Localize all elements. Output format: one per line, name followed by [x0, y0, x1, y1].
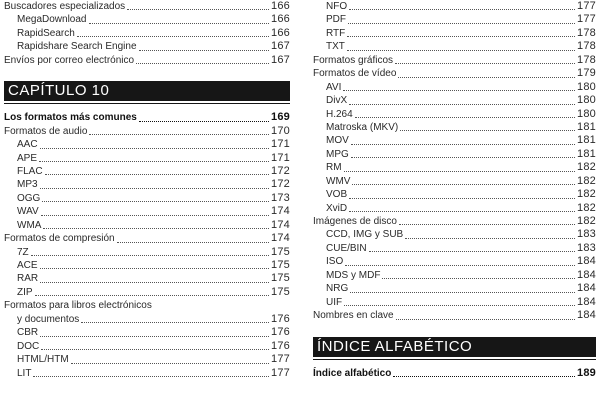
toc-entry-label: WMV — [326, 175, 351, 187]
toc-entry — [4, 125, 290, 138]
dot-leader — [344, 171, 575, 172]
toc-entry — [313, 67, 596, 80]
toc-entry-label: AAC — [17, 139, 38, 151]
toc-entry — [313, 269, 596, 282]
toc-entry-page: 173 — [271, 191, 290, 204]
toc-entry-page: 175 — [271, 259, 290, 271]
chapter-10-heading: CAPÍTULO 10 — [4, 81, 290, 101]
toc-entry-label: XviD — [326, 202, 348, 214]
toc-entry-label: 7Z — [17, 246, 29, 258]
toc-entry — [4, 192, 290, 205]
toc-entry — [4, 0, 290, 13]
dot-leader — [81, 322, 269, 323]
toc-entry-label: Matroska (MKV) — [326, 121, 399, 133]
dot-leader — [400, 130, 575, 131]
dot-leader — [42, 201, 269, 202]
toc-entry-page: 177 — [271, 353, 290, 366]
dot-leader — [347, 36, 575, 37]
dot-leader — [348, 23, 575, 24]
toc-entry-label: Formatos para libros electrónicos — [4, 300, 152, 312]
toc-entry — [313, 121, 596, 134]
toc-entry-label: MOV — [326, 135, 349, 147]
dot-leader — [345, 265, 575, 266]
toc-entry — [313, 242, 596, 255]
toc-entry-page: 174 — [271, 232, 290, 245]
indice-alfabetico-heading: ÍNDICE ALFABÉTICO — [313, 337, 596, 357]
toc-entry-label: RM — [326, 162, 342, 174]
toc-entry — [313, 296, 596, 309]
dot-leader — [405, 238, 575, 239]
toc-entry — [4, 232, 290, 245]
dot-leader — [41, 349, 269, 350]
toc-entry-page: 189 — [577, 366, 596, 379]
toc-entry-page: 184 — [577, 255, 596, 268]
toc-entry-page: 181 — [577, 120, 596, 133]
toc-entry-label: RapidSearch — [17, 27, 75, 39]
toc-entry-label: FLAC — [17, 165, 43, 177]
toc-entry-label: WMA — [17, 219, 42, 231]
dot-leader — [33, 376, 269, 377]
toc-entry-label: Formatos de audio — [4, 125, 88, 137]
toc-entry — [313, 134, 596, 147]
dot-leader — [349, 9, 575, 10]
toc-entry — [4, 13, 290, 26]
right-entries-bottom — [313, 367, 596, 380]
left-entries-bottom — [4, 111, 290, 380]
toc-entry — [4, 54, 290, 67]
toc-entry — [313, 108, 596, 121]
toc-entry-page: 179 — [577, 67, 596, 80]
dot-leader — [352, 184, 575, 185]
toc-entry — [4, 326, 290, 339]
toc-entry — [313, 282, 596, 295]
toc-entry-label: UIF — [326, 296, 343, 308]
toc-entry-page: 171 — [271, 138, 290, 151]
toc-entry — [313, 54, 596, 67]
toc-entry-page: 170 — [271, 124, 290, 137]
toc-entry-page: 175 — [271, 272, 290, 285]
toc-entry — [4, 219, 290, 232]
dot-leader — [127, 9, 269, 10]
dot-leader — [35, 295, 269, 296]
toc-entry-page: 174 — [271, 205, 290, 218]
toc-entry — [313, 27, 596, 40]
dot-leader — [77, 36, 269, 37]
dot-leader — [369, 251, 575, 252]
toc-entry-label: VOB — [326, 189, 348, 201]
toc-entry-label: Formatos gráficos — [313, 54, 394, 66]
toc-entry-label: Formatos de compresión — [4, 233, 115, 245]
toc-entry — [313, 94, 596, 107]
dot-leader — [399, 224, 575, 225]
toc-entry-label: CUE/BIN — [326, 242, 367, 254]
toc-entry — [313, 13, 596, 26]
toc-entry — [313, 215, 596, 228]
dot-leader — [40, 188, 269, 189]
toc-entry — [4, 259, 290, 272]
toc-entry-page: 166 — [271, 26, 290, 39]
toc-entry-page: 184 — [577, 282, 596, 295]
toc-entry — [313, 161, 596, 174]
toc-entry-page: 178 — [577, 53, 596, 66]
toc-entry-label: TXT — [326, 41, 345, 53]
toc-entry-page: 184 — [577, 295, 596, 308]
toc-entry — [313, 175, 596, 188]
toc-entry-label: RTF — [326, 27, 346, 39]
toc-entry-page: 181 — [577, 134, 596, 147]
toc-entry-label: MegaDownload — [17, 14, 87, 26]
dot-leader — [136, 63, 269, 64]
toc-entry — [4, 27, 290, 40]
toc-entry-page: 184 — [577, 268, 596, 281]
toc-entry — [313, 367, 596, 380]
left-column — [4, 0, 290, 380]
toc-entry — [4, 152, 290, 165]
toc-entry-page: 177 — [577, 13, 596, 26]
toc-entry-label: y documentos — [17, 313, 80, 325]
right-column — [313, 0, 596, 380]
toc-entry-label: OGG — [17, 192, 41, 204]
toc-entry-page: 175 — [271, 245, 290, 258]
dot-leader — [351, 157, 575, 158]
toc-entry-page: 176 — [271, 312, 290, 325]
toc-entry-label: Formatos de vídeo — [313, 68, 397, 80]
toc-entry-page: 182 — [577, 174, 596, 187]
dot-leader — [393, 376, 575, 377]
dot-leader — [349, 211, 575, 212]
left-entries-top — [4, 0, 290, 67]
toc-entry-page: 183 — [577, 228, 596, 241]
toc-entry-label: DivX — [326, 95, 348, 107]
toc-entry — [4, 205, 290, 218]
toc-entry-page: 169 — [271, 111, 290, 124]
toc-entry-page: 176 — [271, 339, 290, 352]
toc-entry-label: ZIP — [17, 286, 33, 298]
toc-entry-label: HTML/HTM — [17, 354, 69, 366]
toc-entry-page: 166 — [271, 13, 290, 26]
toc-entry-label: LIT — [17, 367, 32, 379]
dot-leader — [71, 363, 269, 364]
toc-entry — [4, 286, 290, 299]
toc-entry-page: 182 — [577, 201, 596, 214]
toc-entry-page: 182 — [577, 188, 596, 201]
toc-entry-page: 166 — [271, 0, 290, 12]
toc-entry-label: Los formatos más comunes — [4, 112, 137, 124]
dot-leader — [117, 242, 269, 243]
dot-leader — [89, 134, 269, 135]
toc-entry — [313, 255, 596, 268]
toc-entry — [313, 228, 596, 241]
dot-leader — [43, 228, 269, 229]
toc-entry-label: ACE — [17, 260, 38, 271]
dot-leader — [40, 268, 269, 269]
right-entries-top — [313, 0, 596, 323]
toc-entry-label: MPG — [326, 148, 349, 160]
toc-entry-page: 171 — [271, 151, 290, 164]
toc-entry — [4, 165, 290, 178]
dot-leader — [398, 77, 575, 78]
dot-leader — [139, 50, 270, 51]
toc-entry — [313, 0, 596, 13]
toc-entry-label: CCD, IMG y SUB — [326, 229, 404, 241]
dot-leader — [349, 198, 575, 199]
dot-leader — [39, 161, 269, 162]
toc-entry-page: 180 — [577, 94, 596, 107]
dot-leader — [40, 282, 269, 283]
toc-entry-page: 178 — [577, 40, 596, 53]
toc-entry-label: Imágenes de disco — [313, 216, 397, 227]
toc-entry — [313, 309, 596, 322]
toc-entry-page: 174 — [271, 218, 290, 231]
toc-entry — [4, 40, 290, 53]
toc-entry — [313, 81, 596, 94]
dot-leader — [343, 90, 575, 91]
dot-leader — [41, 215, 269, 216]
toc-entry — [4, 299, 290, 312]
toc-entry-page: 167 — [271, 40, 290, 53]
toc-entry-label: CBR — [17, 327, 39, 339]
dot-leader — [31, 255, 269, 256]
toc-entry-label: DOC — [17, 340, 40, 352]
toc-entry-label: PDF — [326, 14, 346, 26]
toc-entry-page: 184 — [577, 309, 596, 322]
dot-leader — [395, 63, 575, 64]
toc-entry-page: 177 — [577, 0, 596, 12]
toc-entry-label: Nombres en clave — [313, 310, 394, 322]
toc-entry-label: ISO — [326, 256, 344, 268]
dot-leader — [45, 174, 269, 175]
dot-leader — [347, 50, 575, 51]
toc-entry-label: H.264 — [326, 108, 353, 120]
toc-entry-page: 178 — [577, 26, 596, 39]
toc-entry-page: 180 — [577, 80, 596, 93]
dot-leader — [396, 319, 575, 320]
toc-entry-page: 172 — [271, 164, 290, 177]
toc-entry — [313, 148, 596, 161]
toc-entry — [4, 313, 290, 326]
toc-entry — [4, 246, 290, 259]
toc-entry — [4, 272, 290, 285]
toc-entry-label: Índice alfabético — [313, 367, 392, 379]
toc-entry-page: 175 — [271, 285, 290, 298]
toc-entry-label: AVI — [326, 81, 342, 93]
dot-leader — [382, 278, 575, 279]
dot-leader — [355, 117, 575, 118]
toc-entry — [4, 353, 290, 366]
dot-leader — [40, 148, 269, 149]
toc-entry-label: Rapidshare Search Engine — [17, 41, 137, 53]
toc-entry — [4, 367, 290, 380]
toc-entry-page: 182 — [577, 161, 596, 174]
toc-entry-page: 183 — [577, 241, 596, 254]
dot-leader — [351, 144, 575, 145]
toc-entry-page: 172 — [271, 178, 290, 191]
toc-entry — [4, 138, 290, 151]
dot-leader — [344, 305, 575, 306]
dot-leader — [350, 292, 575, 293]
toc-entry — [313, 202, 596, 215]
toc-entry-label: WAV — [17, 206, 39, 218]
toc-entry-page: 182 — [577, 215, 596, 227]
toc-entry-label: MDS y MDF — [326, 269, 381, 281]
toc-entry-label: MP3 — [17, 179, 38, 191]
toc-entry-label: Envíos por correo electrónico — [4, 54, 135, 66]
toc-entry-label: APE — [17, 152, 38, 164]
toc-entry — [313, 188, 596, 201]
toc-entry-page: 167 — [271, 53, 290, 66]
toc-entry-page: 176 — [271, 326, 290, 339]
toc-entry-label: NRG — [326, 283, 349, 295]
toc-entry — [313, 40, 596, 53]
toc-entry — [4, 340, 290, 353]
dot-leader — [40, 336, 269, 337]
dot-leader — [139, 121, 269, 122]
toc-entry-label: NFO — [326, 1, 348, 12]
toc-entry-page: 177 — [271, 366, 290, 379]
toc-entry-page: 180 — [577, 107, 596, 120]
toc-entry-label: RAR — [17, 273, 39, 285]
toc-entry-page: 181 — [577, 147, 596, 160]
toc-entry — [4, 178, 290, 191]
dot-leader — [89, 23, 270, 24]
toc-entry-label: Buscadores especializados — [4, 1, 126, 12]
toc-entry — [4, 111, 290, 124]
dot-leader — [349, 104, 575, 105]
